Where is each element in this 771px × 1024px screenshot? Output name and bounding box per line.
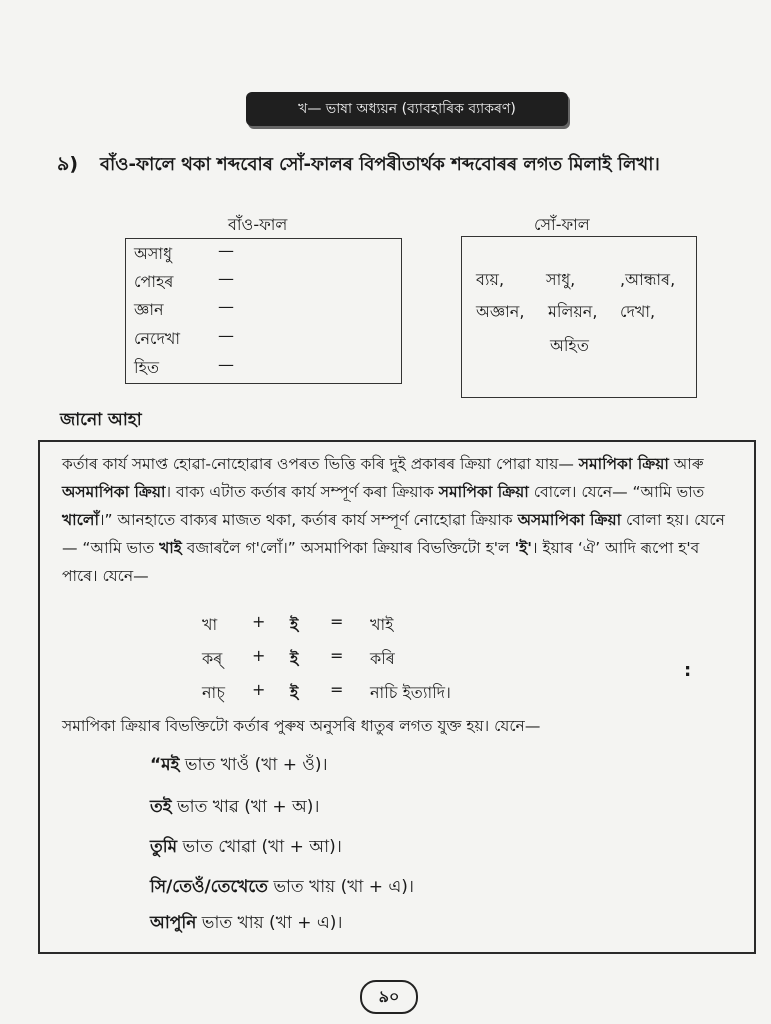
term-finite-verb: সমাপিকা ক্ৰিয়া xyxy=(578,455,669,473)
text-run: বোলে। যেনে— “আমি ভাত xyxy=(528,483,705,501)
eq-result: নাচি ইত্যাদি। xyxy=(370,683,451,702)
example-sentence xyxy=(150,874,414,902)
left-word: নেদেখা xyxy=(134,329,181,348)
text-run: বজাৰলৈ গ'লোঁ।” অসমাপিকা ক্ৰিয়াৰ বিভক্তিটো হ'ল xyxy=(181,539,515,557)
suffix-rule-paragraph: সমাপিকা ক্ৰিয়াৰ বিভক্তিটো কৰ্তাৰ পুৰুষ অনুসৰি ধাতুৰ লগত যুক্ত হয়। যেনে— xyxy=(62,717,541,735)
eq-equals: = xyxy=(330,680,344,699)
example-pronoun: “মই xyxy=(150,755,180,775)
eq-plus: + xyxy=(252,680,266,699)
left-word: হিত xyxy=(134,358,159,377)
example-pronoun: তই xyxy=(150,797,172,817)
text-run: ।” আনহাতে বাক্যৰ মাজত থকা, কৰ্তাৰ কাৰ্য সম্পূৰ্ণ নোহোৱা ক্ৰিয়াক xyxy=(98,511,518,529)
know-more-box xyxy=(38,440,756,954)
eq-root: খা xyxy=(202,615,218,634)
left-column-heading: বাঁও-ফাল xyxy=(228,215,288,234)
know-more-title: জানো আহা xyxy=(60,410,142,430)
right-word: সাধু, xyxy=(546,270,576,289)
right-word: ,আন্ধাৰ, xyxy=(620,270,676,289)
example-rest: ভাত খাৱ (খা + অ)। xyxy=(171,797,320,817)
right-word-box xyxy=(461,236,697,398)
eq-suffix: ই xyxy=(290,683,299,702)
left-word-box xyxy=(125,238,402,384)
term-nonfinite-verb: অসমাপিকা ক্ৰিয়া xyxy=(517,511,622,529)
eq-result: খাই xyxy=(370,615,394,634)
left-word: পোহৰ xyxy=(134,272,174,291)
right-word: অজ্ঞান, xyxy=(476,302,525,321)
eq-root: নাচ্ xyxy=(202,683,225,702)
example-sentence xyxy=(150,834,342,862)
section-heading: খ— ভাষা অধ্যয়ন (ব্যাবহাৰিক ব্যাকৰণ) xyxy=(246,92,568,126)
blank-dash: — xyxy=(218,297,234,316)
text-run: বোলা হয়। যেনে— “আমি ভাত xyxy=(62,511,725,557)
blank-dash: — xyxy=(218,326,234,345)
eq-root: কৰ্ xyxy=(202,649,223,668)
example-rest: ভাত খোৱা (খা + আ)। xyxy=(177,837,342,857)
eq-suffix: ই xyxy=(290,615,299,634)
text-run: । বাক্য এটাত কৰ্তাৰ কাৰ্য সম্পূৰ্ণ কৰা ক্ৰিয়াক xyxy=(165,483,439,501)
right-word: অহিত xyxy=(550,336,589,355)
example-verb: খালোঁ xyxy=(62,511,99,529)
eq-plus: + xyxy=(252,612,266,631)
example-pronoun: আপুনি xyxy=(150,913,197,933)
question-text: বাঁও-ফালে থকা শব্দবোৰ সোঁ-ফালৰ বিপৰীতাৰ্থক শব্দবোৰৰ লগত মিলাই লিখা। xyxy=(100,154,660,175)
eq-equals: = xyxy=(330,612,344,631)
eq-suffix: ই xyxy=(290,649,299,668)
left-word: অসাধু xyxy=(134,244,173,263)
example-pronoun: সি/তেওঁ/তেখেতে xyxy=(150,877,268,897)
left-word: জ্ঞান xyxy=(134,300,164,319)
text-run: কৰ্তাৰ কাৰ্য সমাপ্ত হোৱা-নোহোৱাৰ ওপৰত ভিত্তি কৰি দুই প্ৰকাৰৰ ক্ৰিয়া পোৱা যায়— xyxy=(62,455,579,473)
page-number: ৯০ xyxy=(360,980,418,1014)
example-sentence xyxy=(150,910,342,938)
eq-equals: = xyxy=(330,646,344,665)
example-sentence xyxy=(150,752,328,780)
example-rest: ভাত খাওঁ (খা + ওঁ)। xyxy=(179,755,328,775)
margin-mark: : xyxy=(684,660,692,681)
example-sentence xyxy=(150,794,319,822)
right-word: ব্যয়, xyxy=(476,270,505,289)
blank-dash: — xyxy=(218,241,234,260)
example-rest: ভাত খায় (খা + এ)। xyxy=(267,877,415,897)
term-finite-verb: সমাপিকা ক্ৰিয়া xyxy=(438,483,529,501)
blank-dash: — xyxy=(218,269,234,288)
right-word: দেখা, xyxy=(620,302,656,321)
example-rest: ভাত খায় (খা + এ)। xyxy=(196,913,343,933)
eq-result: কৰি xyxy=(370,649,395,668)
explanation-paragraph xyxy=(62,450,738,590)
right-column-heading: সোঁ-ফাল xyxy=(534,215,590,234)
blank-dash: — xyxy=(218,355,234,374)
eq-plus: + xyxy=(252,646,266,665)
right-word: মলিয়ন, xyxy=(548,302,598,321)
text-run: আৰু xyxy=(668,455,704,473)
question-number: ৯) xyxy=(57,153,79,175)
term-nonfinite-verb: অসমাপিকা ক্ৰিয়া xyxy=(62,483,166,501)
example-verb: খাই xyxy=(159,539,182,557)
suffix-mark: 'ই' xyxy=(514,539,533,557)
example-pronoun: তুমি xyxy=(150,837,178,857)
text-run: । ইয়াৰ ‘ঐ’ আদি ৰূপো হ'ব পাৰে। যেনে— xyxy=(62,539,700,585)
